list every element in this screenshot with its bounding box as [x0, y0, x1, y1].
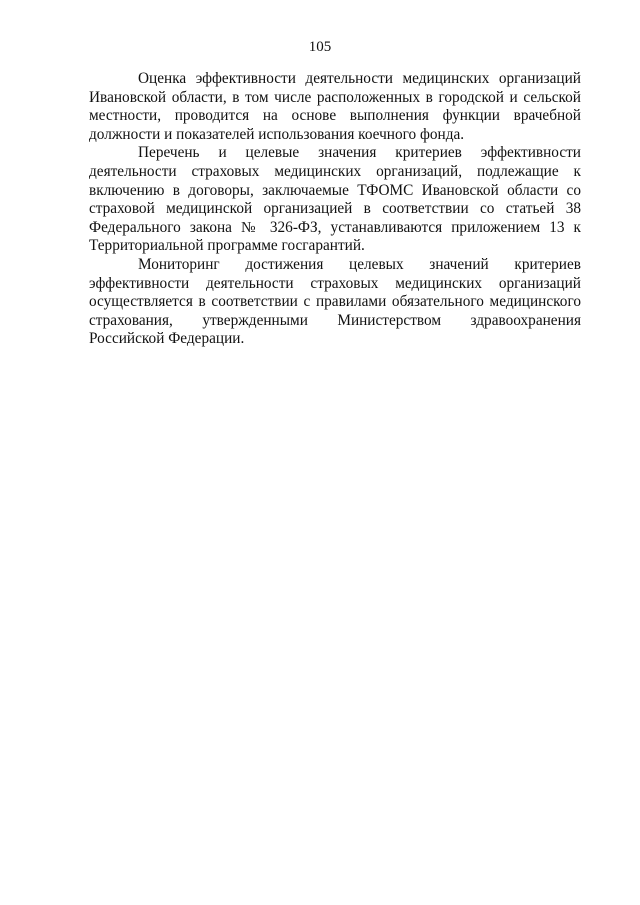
page-number: 105	[308, 39, 332, 55]
text-line: деятельности страховых медицинских организаций, подлежащие к	[89, 162, 581, 180]
text-line: осуществляется в соответствии с правилами обязательного медицинского	[89, 293, 581, 311]
text-line: эффективности деятельности страховых медицинских организаций	[89, 274, 581, 292]
text-line: Перечень и целевые значения критериев эффективности	[138, 144, 581, 162]
text-line: Российской Федерации.	[89, 330, 245, 348]
text-line: должности и показателей использования коечного фонда.	[89, 125, 465, 143]
text-line: страхования, утвержденными Министерством здравоохранения	[89, 311, 581, 329]
text-line: Ивановской области, в том числе расположенных в городской и сельской	[89, 88, 581, 106]
text-line: страховой медицинской организацией в соответствии со статьей 38	[89, 200, 581, 218]
text-line: Территориальной программе госгарантий.	[89, 237, 365, 255]
text-line: Оценка эффективности деятельности медицинских организаций	[138, 70, 581, 87]
text-line: Федерального закона № 326-ФЗ, устанавливаются приложением 13 к	[89, 218, 581, 236]
paragraph-criteria-list	[89, 144, 581, 256]
text-line: Мониторинг достижения целевых значений критериев	[138, 255, 581, 273]
text-line: включению в договоры, заключаемые ТФОМС Ивановской области со	[89, 181, 581, 199]
body-text	[89, 70, 581, 349]
text-line: местности, проводится на основе выполнения функции врачебной	[89, 107, 581, 125]
paragraph-monitoring	[89, 256, 581, 349]
paragraph-evaluation	[89, 70, 581, 144]
